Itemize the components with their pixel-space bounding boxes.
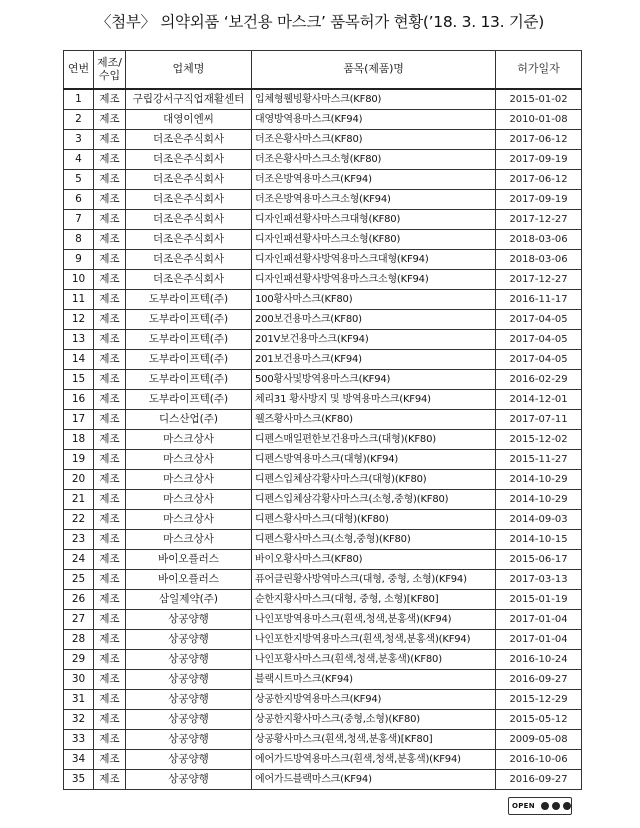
row-type: 제조 (94, 310, 126, 330)
table-row (64, 230, 582, 250)
row-type: 제조 (94, 470, 126, 490)
table-row (64, 590, 582, 610)
row-company: 도부라이프텍(주) (126, 390, 252, 410)
row-no: 35 (64, 770, 94, 790)
row-no: 22 (64, 510, 94, 530)
row-product: 더조은황사마스크(KF80) (252, 130, 496, 150)
row-company: 대영이엔씨 (126, 110, 252, 130)
row-date: 2015-11-27 (496, 450, 582, 470)
row-date: 2017-03-13 (496, 570, 582, 590)
row-date: 2017-04-05 (496, 330, 582, 350)
row-no: 18 (64, 430, 94, 450)
table-row (64, 770, 582, 790)
row-type: 제조 (94, 130, 126, 150)
table-row (64, 130, 582, 150)
row-no: 24 (64, 550, 94, 570)
row-no: 30 (64, 670, 94, 690)
row-product: 디자인패션황사방역용마스크소형(KF94) (252, 270, 496, 290)
row-date: 2015-01-19 (496, 590, 582, 610)
row-date: 2015-12-29 (496, 690, 582, 710)
row-company: 도부라이프텍(주) (126, 290, 252, 310)
license-nc-icon (552, 802, 560, 810)
row-company: 상공양행 (126, 650, 252, 670)
row-product: 디펜스입체삼각황사마스크(대형)(KF80) (252, 470, 496, 490)
header-type-line1: 제조/ (97, 55, 122, 69)
table-row (64, 610, 582, 630)
row-date: 2015-06-17 (496, 550, 582, 570)
row-company: 삼일제약(주) (126, 590, 252, 610)
row-product: 디자인패션황사방역용마스크대형(KF94) (252, 250, 496, 270)
row-date: 2017-01-04 (496, 630, 582, 650)
row-company: 마스크상사 (126, 490, 252, 510)
header-type (94, 51, 126, 90)
row-company: 더조은주식회사 (126, 130, 252, 150)
row-company: 상공양행 (126, 670, 252, 690)
table-row (64, 270, 582, 290)
row-type: 제조 (94, 110, 126, 130)
row-company: 상공양행 (126, 750, 252, 770)
row-date: 2017-12-27 (496, 210, 582, 230)
row-product: 블랙시트마스크(KF94) (252, 670, 496, 690)
table-row (64, 390, 582, 410)
row-no: 23 (64, 530, 94, 550)
header-no: 연번 (64, 51, 94, 90)
row-no: 33 (64, 730, 94, 750)
row-company: 더조은주식회사 (126, 250, 252, 270)
row-date: 2016-11-17 (496, 290, 582, 310)
row-type: 제조 (94, 250, 126, 270)
row-type: 제조 (94, 270, 126, 290)
row-no: 1 (64, 89, 94, 110)
row-product: 체리31 황사방지 및 방역용마스크(KF94) (252, 390, 496, 410)
row-product: 디펜스황사마스크(대형)(KF80) (252, 510, 496, 530)
row-no: 25 (64, 570, 94, 590)
row-no: 28 (64, 630, 94, 650)
row-company: 도부라이프텍(주) (126, 330, 252, 350)
row-company: 디스산업(주) (126, 410, 252, 430)
table-row (64, 450, 582, 470)
row-no: 13 (64, 330, 94, 350)
row-date: 2016-10-24 (496, 650, 582, 670)
row-date: 2010-01-08 (496, 110, 582, 130)
row-product: 나인포황사마스크(흰색,청색,분홍색)(KF80) (252, 650, 496, 670)
row-product: 상공황사마스크(흰색,청색,분홍색)[KF80] (252, 730, 496, 750)
page-title: 〈첨부〉 의약외품 ‘보건용 마스크’ 품목허가 현황(’18. 3. 13. 기준) (96, 13, 544, 31)
table-row (64, 150, 582, 170)
row-date: 2017-09-19 (496, 150, 582, 170)
row-date: 2014-10-29 (496, 470, 582, 490)
row-no: 8 (64, 230, 94, 250)
row-company: 더조은주식회사 (126, 170, 252, 190)
row-no: 2 (64, 110, 94, 130)
row-type: 제조 (94, 170, 126, 190)
row-type: 제조 (94, 230, 126, 250)
row-product: 디자인패션황사마스크소형(KF80) (252, 230, 496, 250)
row-type: 제조 (94, 370, 126, 390)
table-row (64, 430, 582, 450)
row-date: 2017-07-11 (496, 410, 582, 430)
row-type: 제조 (94, 350, 126, 370)
row-product: 201보건용마스크(KF94) (252, 350, 496, 370)
row-product: 100황사마스크(KF80) (252, 290, 496, 310)
row-date: 2017-06-12 (496, 170, 582, 190)
row-type: 제조 (94, 510, 126, 530)
table-row (64, 490, 582, 510)
row-type: 제조 (94, 490, 126, 510)
row-type: 제조 (94, 550, 126, 570)
row-date: 2015-01-02 (496, 89, 582, 110)
table-row (64, 730, 582, 750)
table-header-row (64, 51, 582, 90)
table-row (64, 250, 582, 270)
row-type: 제조 (94, 750, 126, 770)
row-company: 더조은주식회사 (126, 230, 252, 250)
table-row (64, 570, 582, 590)
row-date: 2017-01-04 (496, 610, 582, 630)
row-company: 바이오플러스 (126, 550, 252, 570)
row-date: 2017-04-05 (496, 310, 582, 330)
table-row (64, 210, 582, 230)
row-no: 27 (64, 610, 94, 630)
row-no: 11 (64, 290, 94, 310)
row-type: 제조 (94, 190, 126, 210)
header-date: 허가일자 (496, 51, 582, 90)
row-company: 마스크상사 (126, 510, 252, 530)
table-row (64, 110, 582, 130)
row-date: 2016-09-27 (496, 670, 582, 690)
table-row (64, 690, 582, 710)
row-no: 9 (64, 250, 94, 270)
row-type: 제조 (94, 290, 126, 310)
row-type: 제조 (94, 89, 126, 110)
row-product: 디펜스입체삼각황사마스크(소형,중형)(KF80) (252, 490, 496, 510)
row-company: 상공양행 (126, 610, 252, 630)
row-product: 더조은황사마스크소형(KF80) (252, 150, 496, 170)
table-row (64, 290, 582, 310)
header-company: 업체명 (126, 51, 252, 90)
row-no: 20 (64, 470, 94, 490)
row-type: 제조 (94, 710, 126, 730)
row-product: 퓨어클린황사방역마스크(대형, 중형, 소형)(KF94) (252, 570, 496, 590)
table-row (64, 89, 582, 110)
row-company: 더조은주식회사 (126, 190, 252, 210)
table-row (64, 370, 582, 390)
row-company: 더조은주식회사 (126, 150, 252, 170)
table-row (64, 650, 582, 670)
row-product: 순한지황사마스크(대형, 중형, 소형)[KF80] (252, 590, 496, 610)
license-nd-icon (563, 802, 571, 810)
table-row (64, 310, 582, 330)
row-no: 34 (64, 750, 94, 770)
license-by-icon (541, 802, 549, 810)
row-product: 대영방역용마스크(KF94) (252, 110, 496, 130)
row-company: 더조은주식회사 (126, 210, 252, 230)
row-product: 201V보건용마스크(KF94) (252, 330, 496, 350)
table-row (64, 550, 582, 570)
row-company: 마스크상사 (126, 470, 252, 490)
row-date: 2017-09-19 (496, 190, 582, 210)
row-date: 2009-05-08 (496, 730, 582, 750)
row-date: 2017-06-12 (496, 130, 582, 150)
row-company: 도부라이프텍(주) (126, 370, 252, 390)
table-row (64, 350, 582, 370)
row-no: 14 (64, 350, 94, 370)
row-product: 200보건용마스크(KF80) (252, 310, 496, 330)
header-type-line2: 수입 (98, 68, 121, 82)
row-product: 더조은방역용마스크(KF94) (252, 170, 496, 190)
row-company: 마스크상사 (126, 450, 252, 470)
row-type: 제조 (94, 770, 126, 790)
row-product: 웰즈황사마스크(KF80) (252, 410, 496, 430)
row-product: 에어가드방역용마스크(흰색,청색,분홍색)(KF94) (252, 750, 496, 770)
open-logo-text: OPEN (512, 802, 535, 810)
row-type: 제조 (94, 630, 126, 650)
row-no: 26 (64, 590, 94, 610)
row-type: 제조 (94, 390, 126, 410)
row-product: 상공한지방역용마스크(KF94) (252, 690, 496, 710)
row-company: 상공양행 (126, 770, 252, 790)
row-company: 도부라이프텍(주) (126, 310, 252, 330)
row-company: 상공양행 (126, 630, 252, 650)
row-type: 제조 (94, 530, 126, 550)
row-type: 제조 (94, 430, 126, 450)
table-row (64, 510, 582, 530)
permit-table (63, 50, 582, 790)
row-company: 도부라이프텍(주) (126, 350, 252, 370)
row-date: 2018-03-06 (496, 250, 582, 270)
row-company: 상공양행 (126, 690, 252, 710)
row-date: 2014-10-15 (496, 530, 582, 550)
row-date: 2016-02-29 (496, 370, 582, 390)
row-type: 제조 (94, 450, 126, 470)
row-product: 디펜스방역용마스크(대형)(KF94) (252, 450, 496, 470)
row-product: 입체형웰빙황사마스크(KF80) (252, 89, 496, 110)
row-no: 6 (64, 190, 94, 210)
row-type: 제조 (94, 330, 126, 350)
row-company: 상공양행 (126, 710, 252, 730)
row-no: 31 (64, 690, 94, 710)
row-no: 5 (64, 170, 94, 190)
table-row (64, 170, 582, 190)
row-no: 12 (64, 310, 94, 330)
table-body (64, 89, 582, 790)
row-company: 마스크상사 (126, 430, 252, 450)
row-company: 바이오플러스 (126, 570, 252, 590)
row-company: 마스크상사 (126, 530, 252, 550)
row-product: 바이오황사마스크(KF80) (252, 550, 496, 570)
row-date: 2017-12-27 (496, 270, 582, 290)
table-row (64, 750, 582, 770)
row-no: 4 (64, 150, 94, 170)
row-type: 제조 (94, 150, 126, 170)
row-product: 나인포한지방역용마스크(흰색,청색,분홍색)(KF94) (252, 630, 496, 650)
row-date: 2015-12-02 (496, 430, 582, 450)
table-row (64, 330, 582, 350)
row-product: 디자인패션황사마스크대형(KF80) (252, 210, 496, 230)
table-row (64, 410, 582, 430)
row-no: 21 (64, 490, 94, 510)
row-no: 19 (64, 450, 94, 470)
row-type: 제조 (94, 650, 126, 670)
table-row (64, 710, 582, 730)
row-type: 제조 (94, 670, 126, 690)
row-date: 2016-10-06 (496, 750, 582, 770)
row-date: 2017-04-05 (496, 350, 582, 370)
row-product: 상공한지황사마스크(중형,소형)(KF80) (252, 710, 496, 730)
row-date: 2014-12-01 (496, 390, 582, 410)
row-no: 17 (64, 410, 94, 430)
row-type: 제조 (94, 690, 126, 710)
row-company: 구립강서구직업재활센터 (126, 89, 252, 110)
row-type: 제조 (94, 570, 126, 590)
row-type: 제조 (94, 590, 126, 610)
row-date: 2014-09-03 (496, 510, 582, 530)
open-license-logo (508, 797, 572, 815)
row-product: 디펜스황사마스크(소형,중형)(KF80) (252, 530, 496, 550)
row-company: 상공양행 (126, 730, 252, 750)
row-no: 15 (64, 370, 94, 390)
table-row (64, 470, 582, 490)
row-product: 나인포방역용마스크(흰색,청색,분홍색)(KF94) (252, 610, 496, 630)
row-product: 500황사및방역용마스크(KF94) (252, 370, 496, 390)
row-no: 10 (64, 270, 94, 290)
table-row (64, 190, 582, 210)
row-date: 2015-05-12 (496, 710, 582, 730)
row-type: 제조 (94, 730, 126, 750)
row-product: 에어가드블랙마스크(KF94) (252, 770, 496, 790)
row-company: 더조은주식회사 (126, 270, 252, 290)
row-no: 32 (64, 710, 94, 730)
row-type: 제조 (94, 610, 126, 630)
row-no: 7 (64, 210, 94, 230)
row-date: 2016-09-27 (496, 770, 582, 790)
row-no: 3 (64, 130, 94, 150)
table-row (64, 530, 582, 550)
row-no: 16 (64, 390, 94, 410)
row-date: 2018-03-06 (496, 230, 582, 250)
table-row (64, 670, 582, 690)
row-date: 2014-10-29 (496, 490, 582, 510)
table-row (64, 630, 582, 650)
row-no: 29 (64, 650, 94, 670)
row-product: 더조은방역용마스크소형(KF94) (252, 190, 496, 210)
header-product: 품목(제품)명 (252, 51, 496, 90)
row-type: 제조 (94, 410, 126, 430)
row-product: 디펜스매일편한보건용마스크(대형)(KF80) (252, 430, 496, 450)
row-type: 제조 (94, 210, 126, 230)
